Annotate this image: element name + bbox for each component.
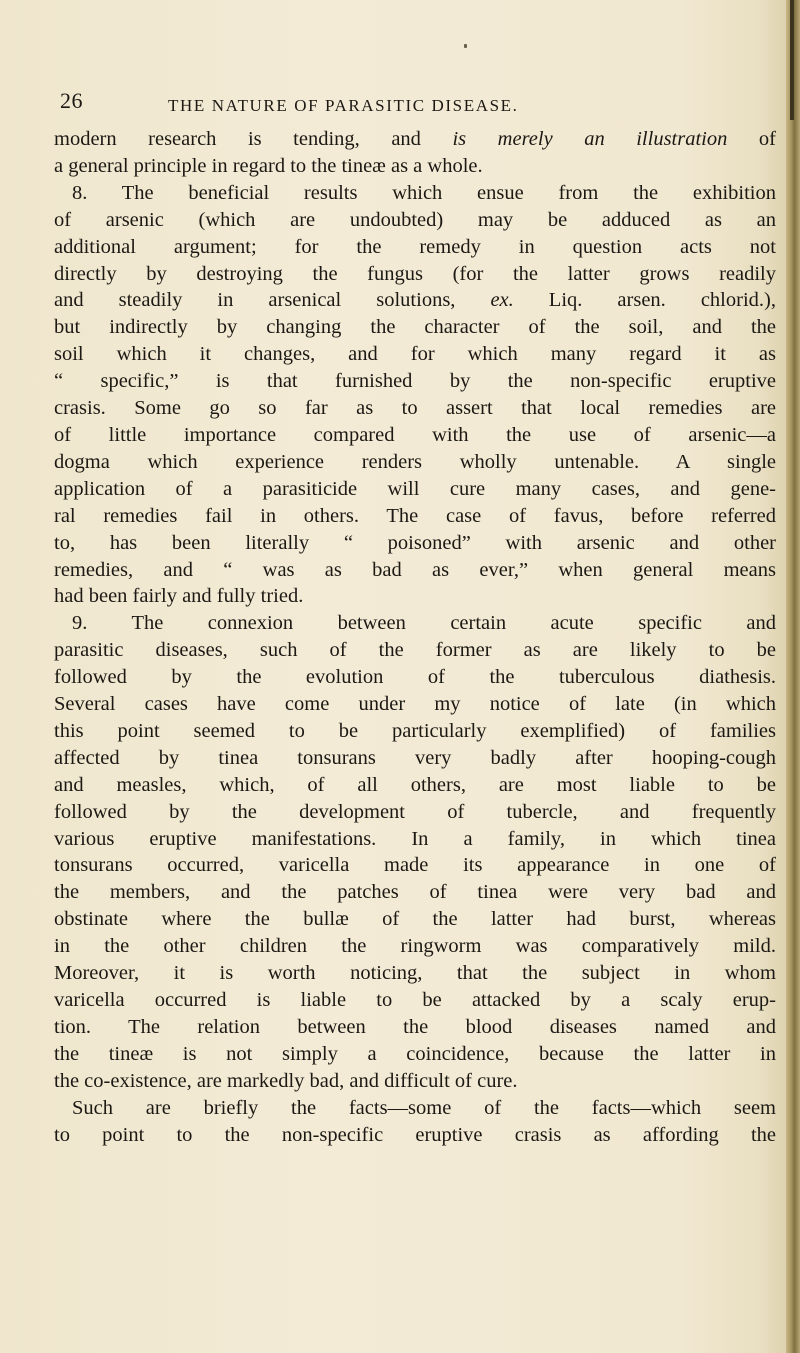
text-line: soil which it changes, and for which many regard it as: [54, 343, 776, 366]
text-line: followed by the evolution of the tuberculous diathesis.: [54, 666, 776, 689]
text-line: the tineæ is not simply a coincidence, because the latter in: [54, 1042, 776, 1065]
text-line: of arsenic (which are undoubted) may be adduced as an: [54, 208, 776, 231]
text-line: dogma which experience renders wholly untenable. A single: [54, 450, 776, 473]
body-text: [54, 126, 776, 1148]
ink-speck: [464, 44, 467, 48]
text-line: to point to the non-specific eruptive crasis as affording the: [54, 1123, 776, 1146]
text-line: to, has been literally “ poisoned” with arsenic and other: [54, 531, 776, 554]
text-line: affected by tinea tonsurans very badly after hooping-cough: [54, 746, 776, 769]
text-line: obstinate where the bullæ of the latter had burst, whereas: [54, 908, 776, 931]
page-number: 26: [60, 88, 83, 113]
text-line: tonsurans occurred, varicella made its appearance in one of: [54, 854, 776, 877]
text-line: of little importance compared with the use of arsenic—a: [54, 423, 776, 446]
text-line: Several cases have come under my notice of late (in which: [54, 693, 776, 716]
text-line: the co-existence, are markedly bad, and difficult of cure.: [54, 1069, 518, 1092]
text-line: various eruptive manifestations. In a family, in which tinea: [54, 827, 776, 850]
binding-shadow: [790, 0, 794, 120]
text-line: additional argument; for the remedy in question acts not: [54, 235, 776, 258]
text-line: 9. The connexion between certain acute specific and: [72, 612, 776, 635]
text-line: had been fairly and fully tried.: [54, 585, 304, 608]
text-line: this point seemed to be particularly exemplified) of families: [54, 719, 776, 742]
text-line: followed by the development of tubercle, and frequently: [54, 800, 776, 823]
text-line: ral remedies fail in others. The case of favus, before referred: [54, 504, 776, 527]
running-head: THE NATURE OF PARASITIC DISEASE.: [168, 96, 519, 115]
text-line: but indirectly by changing the character of the soil, and the: [54, 316, 776, 339]
text-line: Moreover, it is worth noticing, that the subject in whom: [54, 962, 776, 985]
text-line: Such are briefly the facts—some of the facts—which seem: [72, 1096, 776, 1119]
text-line: 8. The beneficial results which ensue from the exhibition: [72, 181, 776, 204]
text-line: a general principle in regard to the tineæ as a whole.: [54, 154, 483, 177]
text-line: directly by destroying the fungus (for the latter grows readily: [54, 262, 776, 285]
text-line: and steadily in arsenical solutions, ex. Liq. arsen. chlorid.),: [54, 289, 776, 312]
text-line: and measles, which, of all others, are most liable to be: [54, 773, 776, 796]
text-line: parasitic diseases, such of the former as are likely to be: [54, 639, 776, 662]
text-line: crasis. Some go so far as to assert that local remedies are: [54, 397, 776, 420]
text-line: the members, and the patches of tinea were very bad and: [54, 881, 776, 904]
text-line: varicella occurred is liable to be attacked by a scaly erup-: [54, 989, 776, 1011]
text-line: “ specific,” is that furnished by the non-specific eruptive: [54, 370, 776, 393]
page-edge: [786, 0, 800, 1353]
text-line: application of a parasiticide will cure many cases, and gene-: [54, 477, 776, 500]
text-line: remedies, and “ was as bad as ever,” when general means: [54, 558, 776, 581]
text-line: in the other children the ringworm was comparatively mild.: [54, 935, 776, 958]
text-line: modern research is tending, and is merely an illustration of: [54, 128, 776, 150]
text-line: tion. The relation between the blood diseases named and: [54, 1015, 776, 1038]
